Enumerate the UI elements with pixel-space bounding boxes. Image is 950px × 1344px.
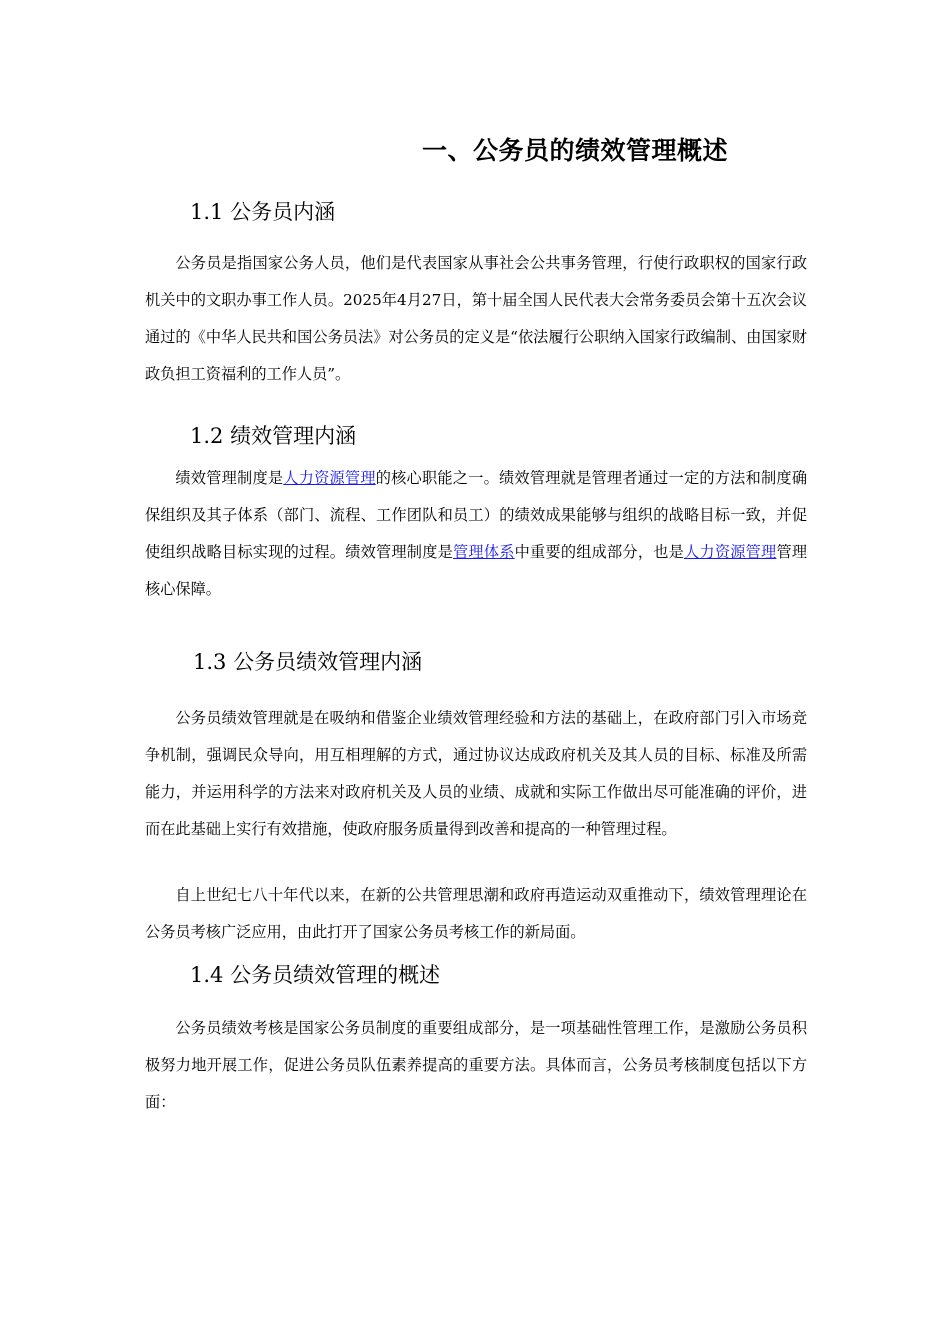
link-human-resource-management-2[interactable]: 人力资源管理: [684, 543, 777, 561]
section-heading-1-4: 1.4 公务员绩效管理的概述: [190, 963, 441, 987]
section-heading-1-1: 1.1 公务员内涵: [190, 200, 336, 224]
section-1-3-paragraph-2: 自上世纪七八十年代以来，在新的公共管理思潮和政府再造运动双重推动下，绩效管理理论在公务员考核广泛应用，由此打开了国家公务员考核工作的新局面。: [145, 886, 807, 941]
text-run: 中重要的组成部分，也是: [514, 543, 685, 561]
page-title: 一、公务员的绩效管理概述: [421, 136, 728, 165]
section-1-2-paragraph: [145, 460, 807, 608]
section-1-3-paragraph-1: 公务员绩效管理就是在吸纳和借鉴企业绩效管理经验和方法的基础上，在政府部门引入市场竞争机制，强调民众导向，用互相理解的方式，通过协议达成政府机关及其人员的目标、标准及所需能力，并运用科学的方法来对政府机关及人员的业绩、成就和实际工作做出尽可能准确的评价，进而在此基础上实行有效措施，使政府服务质量得到改善和提高的一种管理过程。: [145, 709, 807, 838]
text-run: 管理核心保障。: [145, 543, 808, 598]
text-run: 绩效管理制度是: [175, 469, 284, 487]
link-management-system[interactable]: 管理体系: [453, 543, 515, 561]
text-run: 的核心职能之一。绩效管理就是管理者通过一定的方法和制度确保组织及其子体系（部门、流程、工作团队和员工）的绩效成果能够与组织的战略目标一致，并促使组织战略目标实现的过程。绩效管理制度是: [145, 469, 808, 561]
section-1-4-paragraph: 公务员绩效考核是国家公务员制度的重要组成部分，是一项基础性管理工作，是激励公务员积极努力地开展工作，促进公务员队伍素养提高的重要方法。具体而言，公务员考核制度包括以下方面：: [145, 1019, 807, 1111]
section-heading-1-3: 1.3 公务员绩效管理内涵: [193, 650, 423, 674]
link-human-resource-management[interactable]: 人力资源管理: [283, 469, 376, 487]
section-1-1-paragraph: 公务员是指国家公务人员，他们是代表国家从事社会公共事务管理，行使行政职权的国家行政机关中的文职办事工作人员。2025年4月27日，第十届全国人民代表大会常务委员会第十五次会议通过的《中华人民共和国公务员法》对公务员的定义是“依法履行公职纳入国家行政编制、由国家财政负担工资福利的工作人员”。: [145, 254, 807, 383]
section-heading-1-2: 1.2 绩效管理内涵: [190, 424, 357, 448]
